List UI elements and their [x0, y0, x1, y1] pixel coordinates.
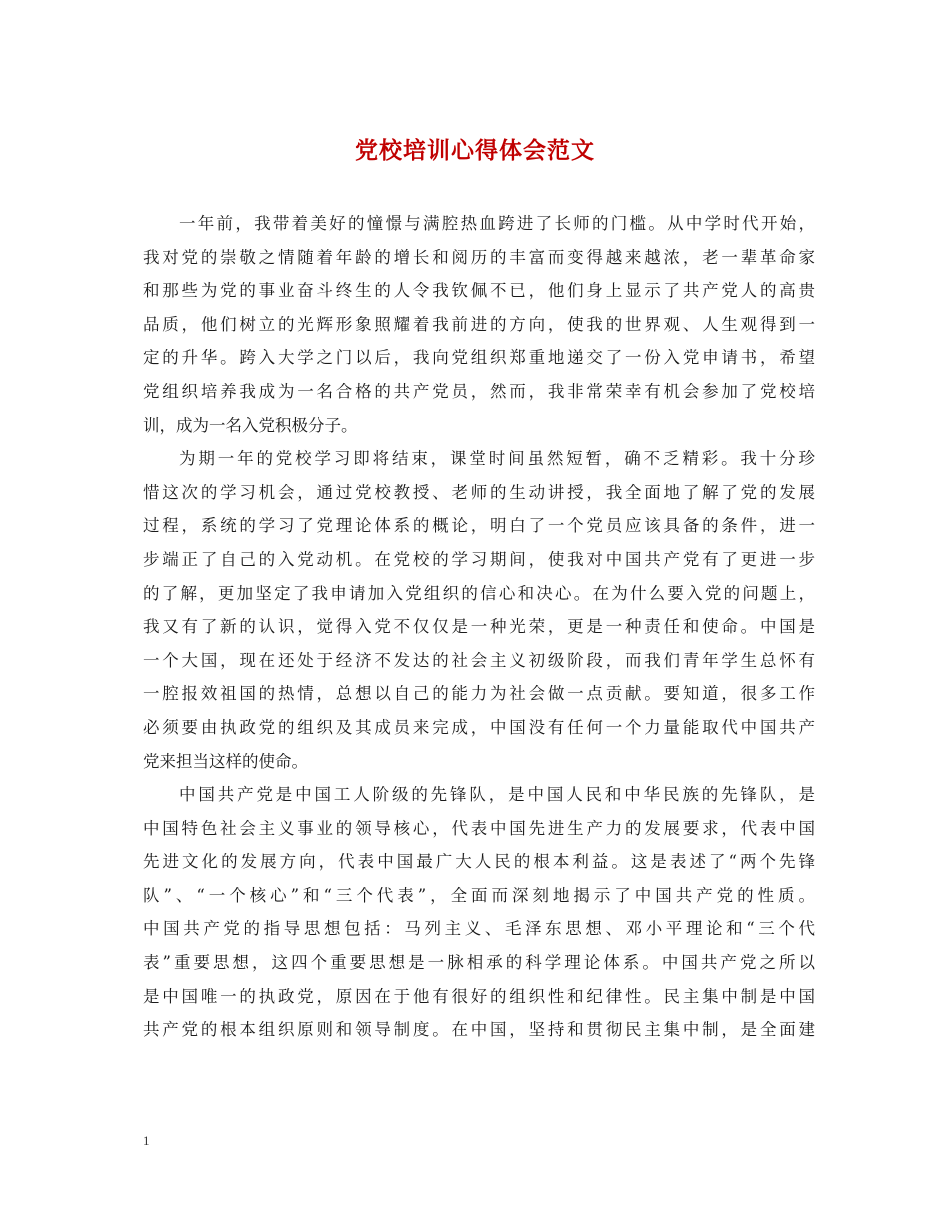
- text-line: 是中国唯一的执政党，原因在于他有很好的组织性和纪律性。民主集中制是中国: [143, 986, 815, 1006]
- text-line: 必须要由执政党的组织及其成员来完成，中国没有任何一个力量能取代中国共产: [143, 717, 815, 737]
- document-body: [143, 207, 815, 1047]
- text-line: 一腔报效祖国的热情，总想以自己的能力为社会做一点贡献。要知道，很多工作: [143, 684, 815, 704]
- text-line: 惜这次的学习机会，通过党校教授、老师的生动讲授，我全面地了解了党的发展: [143, 482, 815, 502]
- text-line: 表”重要思想，这四个重要思想是一脉相承的科学理论体系。中国共产党之所以: [143, 953, 815, 973]
- text-line: 中国共产党是中国工人阶级的先锋队，是中国人民和中华民族的先锋队，是: [179, 785, 815, 805]
- text-line: 我对党的崇敬之情随着年龄的增长和阅历的丰富而变得越来越浓，老一辈革命家: [143, 247, 815, 267]
- text-line: 训，成为一名入党积极分子。: [143, 415, 358, 435]
- text-line: 队”、“一个核心”和“三个代表”，全面而深刻地揭示了中国共产党的性质。: [143, 885, 815, 905]
- text-line: 共产党的根本组织原则和领导制度。在中国，坚持和贯彻民主集中制，是全面建: [143, 1020, 815, 1040]
- text-line: 党来担当这样的使命。: [143, 751, 308, 771]
- text-line: 过程，系统的学习了党理论体系的概论，明白了一个党员应该具备的条件，进一: [143, 516, 815, 536]
- text-line: 和那些为党的事业奋斗终生的人令我钦佩不已，他们身上显示了共产党人的高贵: [143, 281, 815, 301]
- text-line: 定的升华。跨入大学之门以后，我向党组织郑重地递交了一份入党申请书，希望: [143, 348, 815, 368]
- text-line: 为期一年的党校学习即将结束，课堂时间虽然短暂，确不乏精彩。我十分珍: [179, 449, 815, 469]
- text-line: 党组织培养我成为一名合格的共产党员，然而，我非常荣幸有机会参加了党校培: [143, 381, 815, 401]
- text-line: 中国特色社会主义事业的领导核心，代表中国先进生产力的发展要求，代表中国: [143, 818, 815, 838]
- text-line: 步端正了自己的入党动机。在党校的学习期间，使我对中国共产党有了更进一步: [143, 549, 815, 569]
- text-line: 一年前，我带着美好的憧憬与满腔热血跨进了长师的门槛。从中学时代开始，: [179, 214, 815, 233]
- page-number: 1: [143, 1133, 150, 1148]
- text-line: 我又有了新的认识，觉得入党不仅仅是一种光荣，更是一种责任和使命。中国是: [143, 617, 815, 637]
- text-line: 的了解，更加坚定了我申请加入党组织的信心和决心。在为什么要入党的问题上，: [143, 583, 815, 603]
- document-title: 党校培训心得体会范文: [355, 137, 595, 164]
- text-line: 中国共产党的指导思想包括：马列主义、毛泽东思想、邓小平理论和“三个代: [143, 919, 815, 939]
- text-line: 一个大国，现在还处于经济不发达的社会主义初级阶段，而我们青年学生总怀有: [143, 650, 815, 670]
- text-line: 先进文化的发展方向，代表中国最广大人民的根本利益。这是表述了“两个先锋: [143, 852, 815, 872]
- text-line: 品质，他们树立的光辉形象照耀着我前进的方向，使我的世界观、人生观得到一: [143, 314, 815, 334]
